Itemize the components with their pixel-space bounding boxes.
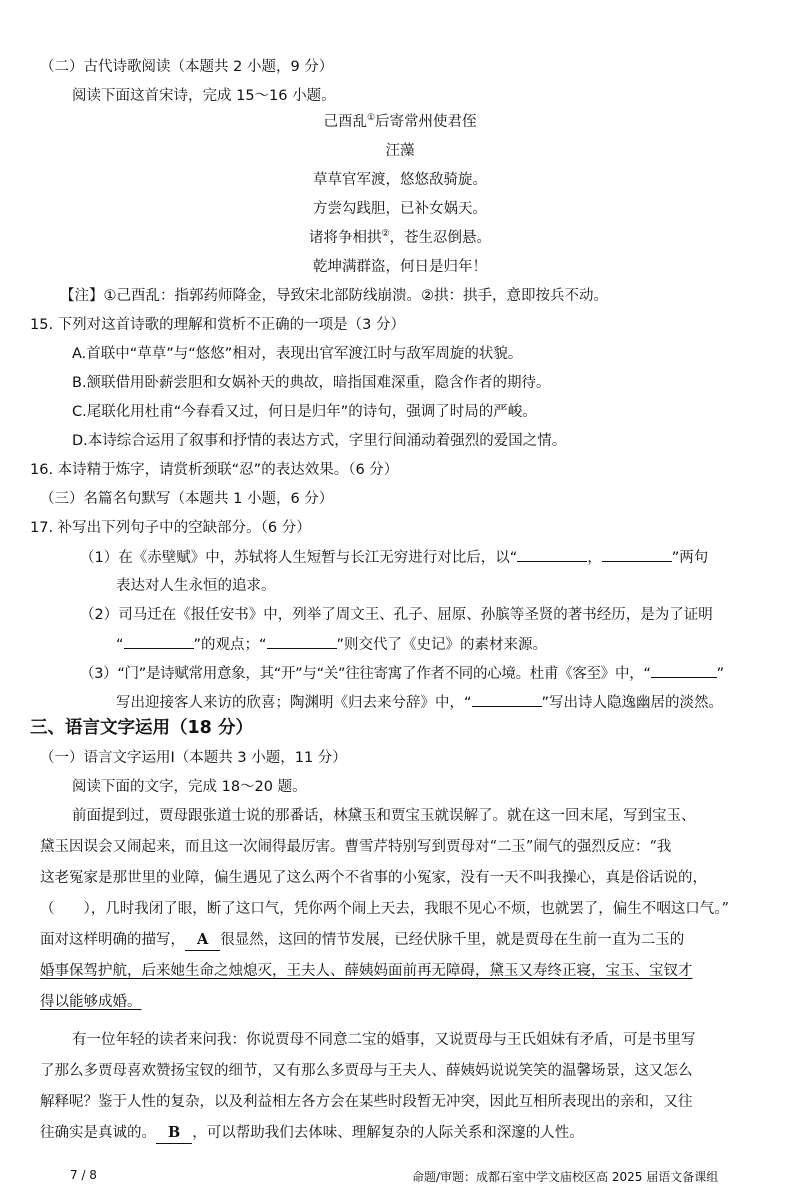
answer-blank[interactable] (517, 547, 587, 562)
passage-text-2: 很显然，这回的情节发展，已经伏脉千里，就是贾母在生前一直为二玉的 (220, 932, 685, 948)
passage-line-blank: （ ），几时我闭了眼，断了这口气，凭你两个闹上天去，我眼不见心不烦，也就罢了，偏生不咽这口气。” (40, 901, 729, 917)
section-heading: （二）古代诗歌阅读（本题共 2 小题，9 分） (40, 59, 334, 75)
passage-text: 往确实是真诚的。 (40, 1125, 156, 1141)
answer-blank[interactable] (651, 663, 717, 678)
q17-part-3-cont (116, 692, 723, 713)
poem-line-2: 方尝勾践胆，已补女娲天。 (313, 201, 487, 217)
poem-line-4: 乾坤满群盗，何日是归年！ (313, 259, 487, 275)
section-3-heading: （三）名篇名句默写（本题共 1 小题，6 分） (40, 491, 334, 507)
q17-p1-comma: ， (587, 550, 602, 566)
q17-p2-text: ”的观点；“ (193, 637, 267, 653)
question-15: 15. 下列对这首诗歌的理解和赏析不正确的一项是（3 分） (30, 317, 406, 333)
passage-line-b (40, 1123, 584, 1144)
passage-text: 面对这样明确的描写， (40, 932, 185, 948)
q15-option-a: A.首联中“草草”与“悠悠”相对，表现出官军渡江时与敌军周旋的状貌。 (72, 346, 523, 362)
footer-credit: 命题/审题：成都石室中学文庙校区高 2025 届语文备课组 (412, 1170, 719, 1184)
answer-blank[interactable] (267, 634, 337, 649)
part-3-instruction: 阅读下面的文字，完成 18～20 题。 (72, 779, 307, 795)
q15-option-c: C.尾联化用杜甫“今春看又过，何日是归年”的诗句，强调了时局的严峻。 (72, 404, 537, 420)
q17-p3-text-2: 写出迎接客人来访的欣喜；陶渊明《归去来兮辞》中，“ (116, 695, 472, 711)
passage-line: 解释呢？鉴于人性的复杂，以及利益相左各方会在某些时段暂无冲突，因此互相所表现出的亲和，又往 (40, 1094, 693, 1110)
q17-p2-quote: “ (116, 637, 124, 653)
q17-p3-text-3: ”写出诗人隐逸幽居的淡然。 (541, 695, 724, 711)
answer-blank[interactable] (472, 692, 542, 707)
answer-blank[interactable] (124, 634, 194, 649)
section-instruction: 阅读下面这首宋诗，完成 15～16 小题。 (72, 88, 336, 104)
poem-title (0, 112, 800, 132)
passage-line: 前面提到过，贾母跟张道士说的那番话，林黛玉和贾宝玉就误解了。就在这一回末尾，写到宝玉、 (72, 808, 696, 824)
passage-line: 有一位年轻的读者来问我：你说贾母不同意二宝的婚事，又说贾母与王氏姐妹有矛盾，可是书里写 (72, 1032, 696, 1048)
q17-part-1-cont: 表达对人生永恒的追求。 (116, 578, 276, 594)
passage-text-2: ，可以帮助我们去体味、理解复杂的人际关系和深邃的人性。 (192, 1125, 584, 1141)
q17-p3-quote: ” (716, 666, 724, 682)
q15-option-b: B.颔联借用卧薪尝胆和女娲补天的典故，暗指国难深重，隐含作者的期待。 (72, 375, 551, 391)
answer-slot-a[interactable]: A (185, 930, 220, 951)
q17-part-2: （2）司马迁在《报任安书》中，列举了周文王、孔子、屈原、孙膑等圣贤的著书经历，是为了证明 (80, 607, 713, 623)
poem-title-text: 己酉乱 (323, 114, 367, 130)
q17-p2-text-2: ”则交代了《史记》的素材来源。 (336, 637, 548, 653)
part-3-subheading: （一）语言文字运用Ⅰ（本题共 3 小题，11 分） (40, 750, 347, 766)
poem-note: 【注】①己酉乱：指郭药师降金，导致宋北部防线崩溃。②拱：拱手，意即按兵不动。 (60, 288, 608, 304)
footnote-marker: ① (366, 113, 376, 124)
poem-title-text-2: 后寄常州使君侄 (375, 114, 477, 130)
passage-line-a (40, 930, 684, 951)
part-3-heading: 三、语言文字运用（18 分） (30, 718, 253, 738)
q17-p3-text: （3）“门”是诗赋常用意象，其“开”与“关”往往寄寓了作者不同的心境。杜甫《客至》中，“ (80, 666, 651, 682)
q17-p1-text-2: ”两句 (671, 550, 709, 566)
poem-line-3-text: 诸将争相拱 (308, 230, 382, 246)
passage-line: 这老冤家是那世里的业障，偏生遇见了这么两个不省事的小冤家，没有一天不叫我操心，真是俗话说的， (40, 870, 707, 886)
poem-author: 汪藻 (385, 143, 415, 159)
question-17: 17. 补写出下列句子中的空缺部分。（6 分） (30, 520, 311, 536)
passage-line: 了那么多贾母喜欢赞扬宝钗的细节，又有那么多贾母与王夫人、薛姨妈说说笑笑的温馨场景，这又怎么 (40, 1063, 693, 1079)
underlined-sentence-end: 得以能够成婚。 (40, 994, 142, 1010)
footnote-marker-2: ② (381, 229, 390, 240)
q17-part-3 (80, 663, 724, 684)
answer-blank[interactable] (602, 547, 672, 562)
answer-slot-b[interactable]: B (156, 1123, 192, 1144)
question-16: 16. 本诗精于炼字，请赏析颈联“忍”的表达效果。（6 分） (30, 462, 399, 478)
poem-line-3 (0, 228, 800, 248)
q15-option-d: D.本诗综合运用了叙事和抒情的表达方式，字里行间涌动着强烈的爱国之情。 (72, 433, 567, 449)
q17-p1-text: （1）在《赤壁赋》中，苏轼将人生短暂与长江无穷进行对比后，以“ (80, 550, 518, 566)
q17-part-1 (80, 547, 708, 568)
poem-line-3-text-2: ，苍生忍倒悬。 (389, 230, 492, 246)
passage-line: 黛玉因误会又闹起来，而且这一次闹得最厉害。曹雪芹特别写到贾母对“二玉”闹气的强烈反应：“我 (40, 839, 672, 855)
poem-line-1: 草草官军渡，悠悠敌骑旋。 (313, 172, 487, 188)
underlined-sentence: 婚事保驾护航，后来她生命之烛熄灭，王夫人、薛姨妈面前再无障碍，黛玉又寿终正寝，宝玉、宝钗才 (40, 963, 693, 979)
page-number: 7 / 8 (70, 1168, 97, 1182)
q17-part-2-cont (116, 634, 547, 655)
